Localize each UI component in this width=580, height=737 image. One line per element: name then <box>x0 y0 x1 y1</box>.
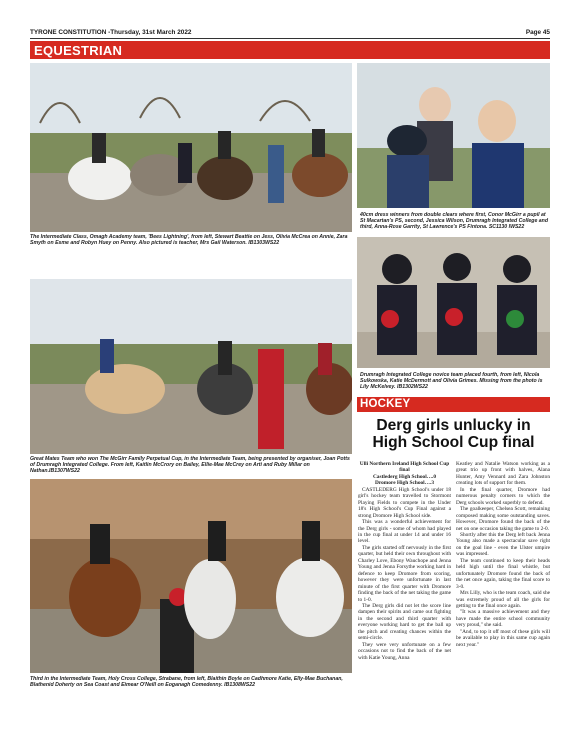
photo-horses-riders-2 <box>30 279 352 454</box>
result-line-1: Ulli Northern Ireland High School Cup final <box>359 461 450 474</box>
article-paragraph: This was a wonderful achievement for the Derg girls - some of whom had played in the cup final at under 14 and under 16 level. <box>358 519 451 545</box>
photo-great-mates-team <box>30 279 352 454</box>
photo-drumragh-novice-team <box>357 237 550 368</box>
result-line-3: Dromore High School….3 <box>374 480 435 487</box>
section-title-hockey: HOCKEY <box>360 398 411 410</box>
article-headline: Derg girls unlucky in High School Cup final <box>372 417 535 451</box>
section-banner-equestrian <box>30 41 550 59</box>
caption-photo-1: The Intermediate Class, Omagh Academy team, 'Bees Lightning', from left, Stewart Beattie on Jess, Olivia McCrea on Annie, Zara Smyth on Esme and Robyn Huey on Penny. Also pictured is teacher, Mrs Gail Waterson. IB1303WS22 <box>30 234 348 247</box>
article-paragraph: In the final quarter, Dromore had numerous penalty corners to which the Derg schools worked superbly to defend. <box>456 486 550 506</box>
header-rule <box>30 38 550 39</box>
article-column-1 <box>358 461 451 661</box>
section-banner-hockey <box>357 397 550 412</box>
page-number: Page 45 <box>525 29 550 36</box>
caption-photo-5: Third in the Intermediate Team, Holy Cross College, Strabane, from left, Blaithin Boyle on Cadhmore Katie, Elly-Mae Buchanan, Blathenid Doherty on Sea Coast and Eimear O'Neill on Eoganagh Comedenny. IB1308WS22 <box>30 676 343 689</box>
section-title-equestrian: EQUESTRIAN <box>34 43 123 58</box>
photo-holy-cross-college <box>30 479 352 673</box>
caption-photo-4: Drumragh Integrated College novice team placed fourth, from left, Nicola Sulkowska, Katie McDermott and Olivia Grimes. Missing from the photo is Lily McKelvey. IB1302WS22 <box>360 372 543 391</box>
article-paragraph: Shortly after this the Derg left back Jenna Young also made a spectacular save right on the goal line - even the Ulster umpire was impressed. <box>456 531 550 558</box>
photo-horses-riders-3 <box>30 479 352 673</box>
article-column-2 <box>456 461 550 648</box>
article-paragraph: "It was a massive achievement and they have made the entire school community very proud," she said. <box>456 609 550 629</box>
photo-horses-riders-1 <box>30 63 352 232</box>
article-paragraph: CASTLEDERG High School's under 18 girl's hockey team travelled to Stormont Playing Fields to compete in the Under 18's High School's Cup Final against a strong Dromore High School side. <box>358 486 451 519</box>
photo-three-girls-rosettes <box>357 237 550 368</box>
result-line-2: Castlederg High School….0 <box>372 473 437 480</box>
masthead-date: TYRONE CONSTITUTION -Thursday, 31st March 2022 <box>30 29 192 36</box>
article-paragraph: "And, to top it off most of these girls will be available to play in this same cup again next year." <box>456 628 550 648</box>
photo-intermediate-class <box>30 63 352 232</box>
photo-three-children <box>357 63 550 208</box>
article-paragraph: The team continued to keep their heads held high until the final whistle, but unfortunately Dromore found the back of the net once again, taking the final score to 3-0. <box>456 557 550 590</box>
caption-photo-3: Great Mates Team who won The McGirr Family Perpetual Cup, in the Intermediate Team, being presented by organiser, Joan Potts of Drumragh Integrated College. From left, Kaitlin McCrory on Bailey, Ellie-Mae McCrey on Arti and Ruby Millar on Nathan.IB1307WS22 <box>30 456 350 475</box>
article-paragraph: They were very unfortunate on a few occasions not to find the back of the net with Katie Young, Anna <box>358 641 451 661</box>
photo-40cm-winners <box>357 63 550 208</box>
article-paragraph: Mrs Lilly, who is the team coach, said she was extremely proud of all the girls for getting to the final once again. <box>456 590 550 609</box>
article-paragraph: The goalkeeper, Chelsea Scott, remaining composed making some outstanding saves. However, Dromore found the back of the net on one occasion taking the game to 2-0. <box>456 506 550 532</box>
caption-photo-2: 40cm dress winners from double clears where first, Conor McGirr a pupil at St Macartan's PS, second, Jessica Wilson, Drumragh Integrated College and third, Anna-Rose Garrity, St Lawrence's PS Fintona. SC1130 IWS22 <box>360 212 548 231</box>
article-paragraph: Keatley and Natalie Watson working as a great trio up front with halves, Alana Hunter, Amy Vennard and Zara Johnston creating lots of support for them. <box>456 461 550 487</box>
article-paragraph: The girls started off nervously in the first quarter, but held their own throughout with Charley Love, Ebony Wauchope and Jenna Young and Jenna Forsythe working hard in defence to keep Dromore from scoring, however they were unfortunate in last minute of the first quarter with Dromore finding the back of the net taking the game to 1-0. <box>358 544 451 603</box>
article-paragraph: The Derg girls did not let the score line dampen their spirits and came out fighting in the second and third quarter with everyone working hard to get the ball up the pitch and creating chances within the semi-circle. <box>358 602 451 642</box>
